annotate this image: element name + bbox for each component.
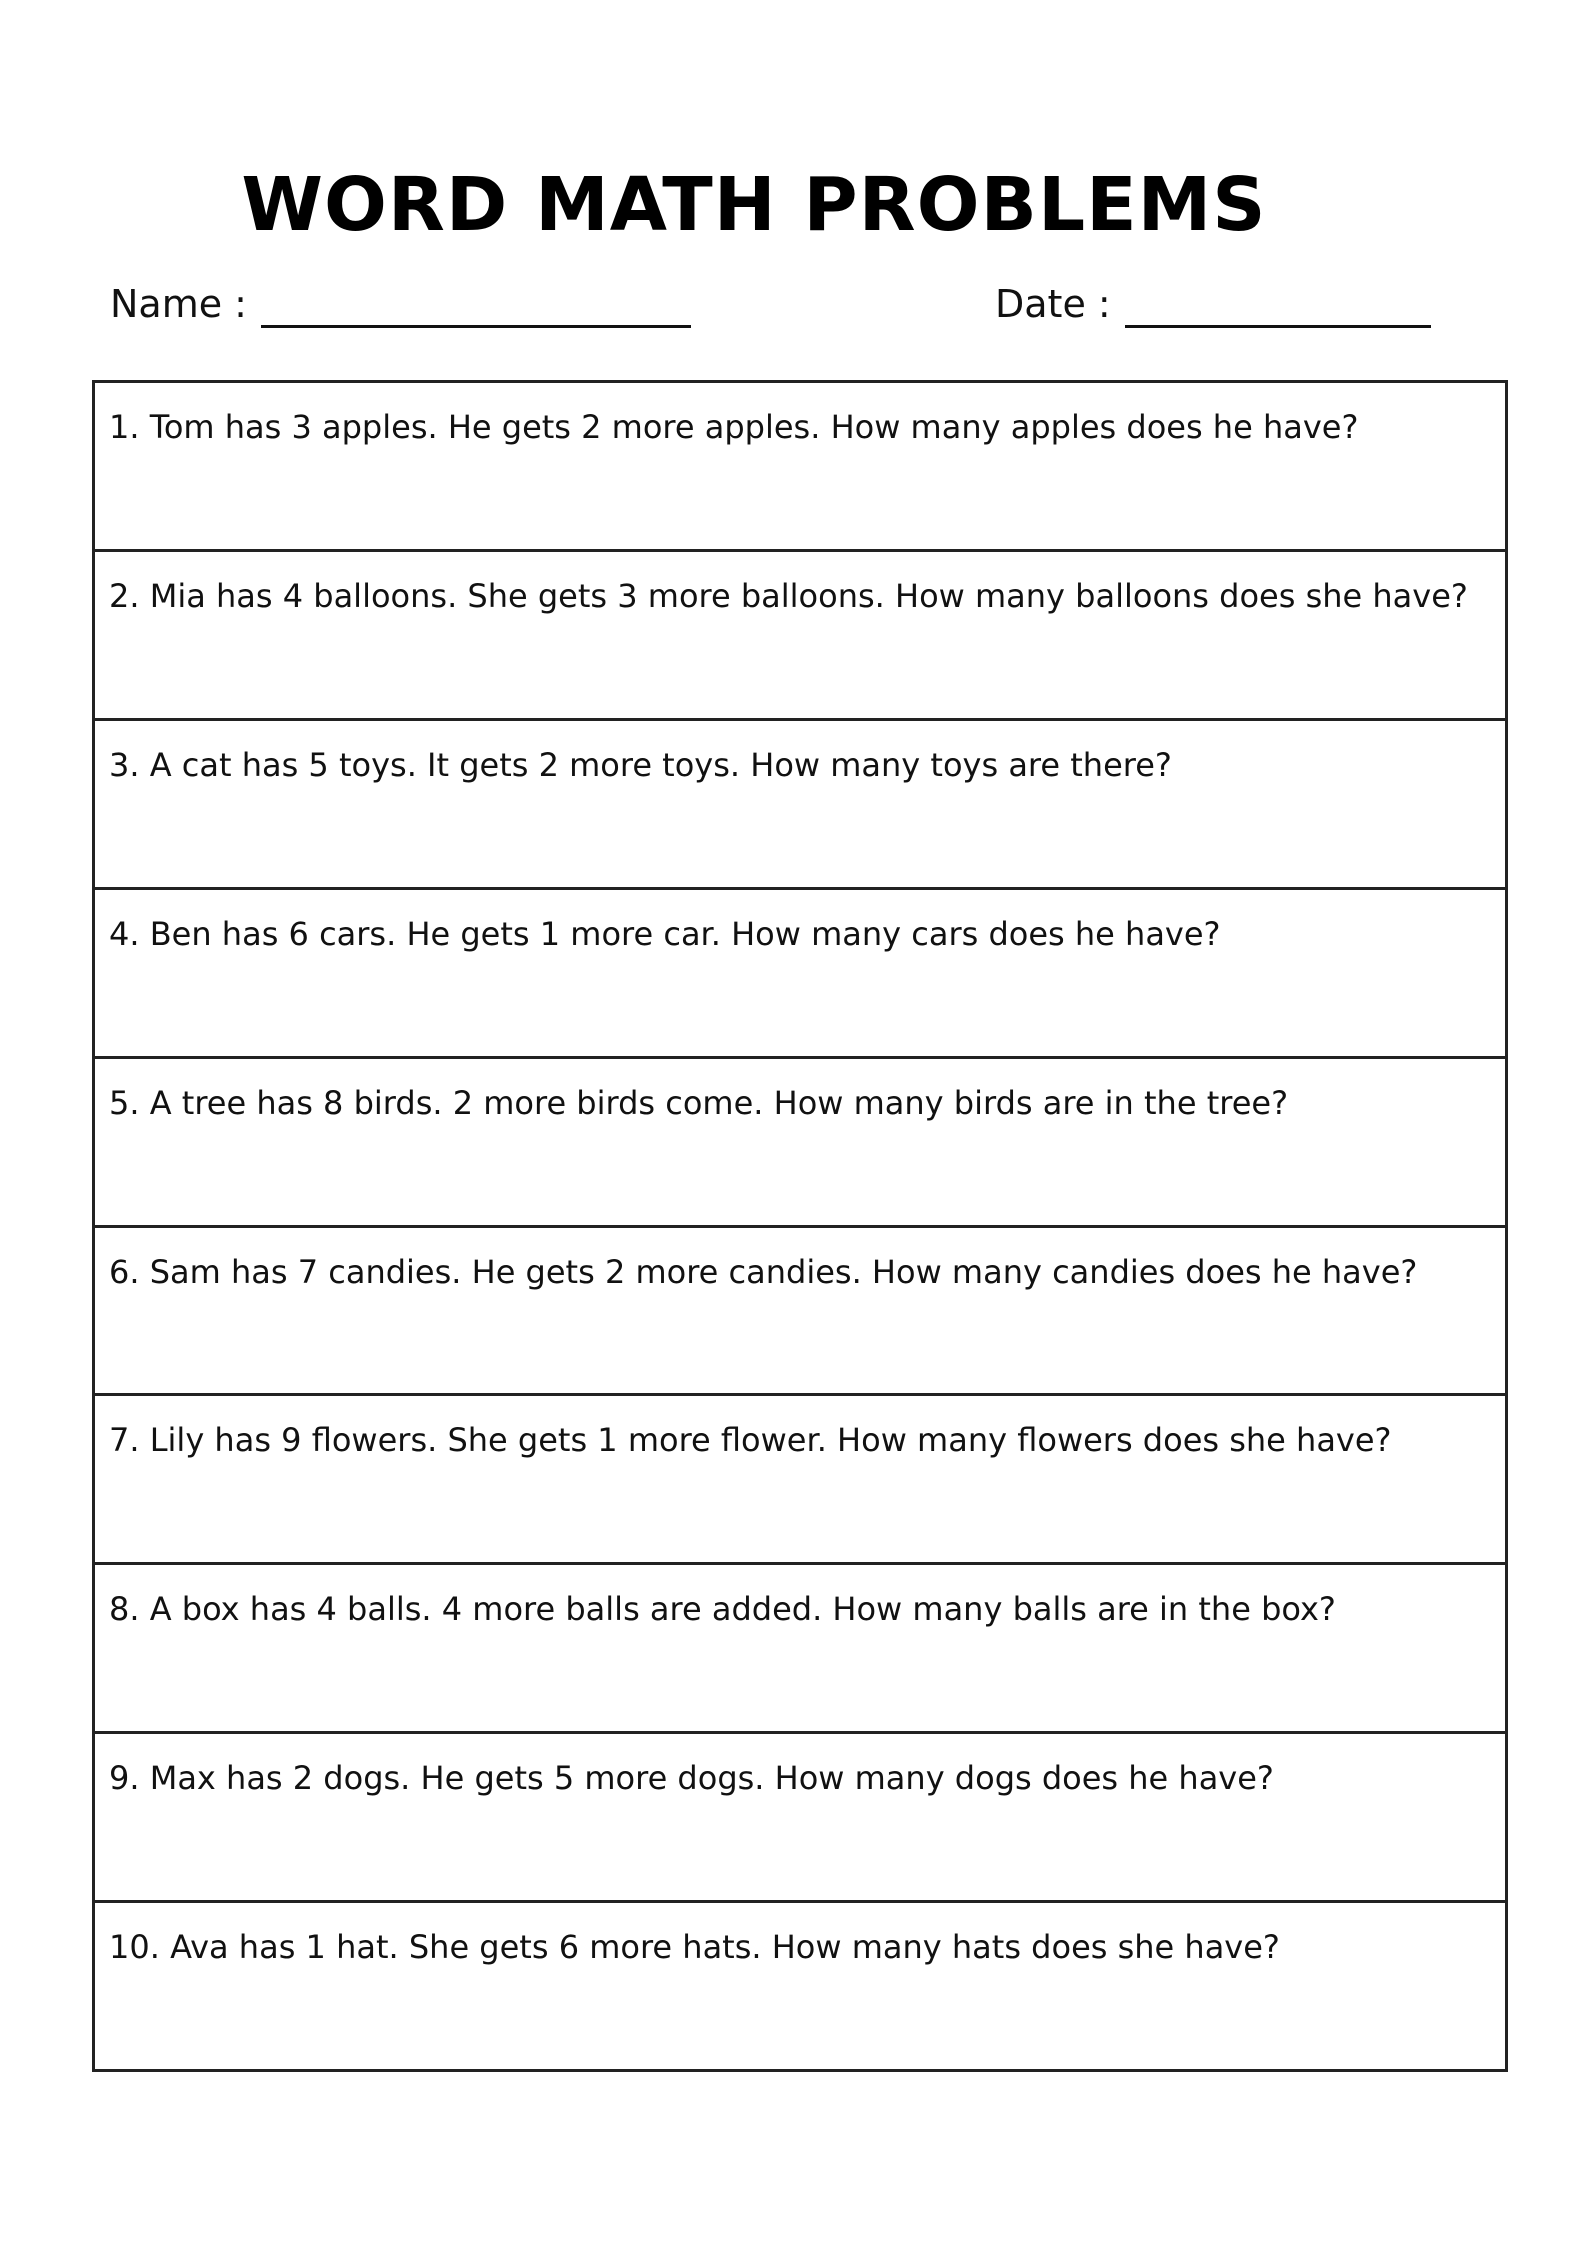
date-field[interactable]	[995, 280, 1431, 328]
name-answer-line[interactable]	[261, 285, 691, 328]
problems-table	[92, 380, 1508, 2072]
worksheet-title: WORD MATH PROBLEMS	[241, 162, 1267, 248]
problem-row-10[interactable]: 10. Ava has 1 hat. She gets 6 more hats. How many hats does she have?	[109, 1928, 1280, 1967]
date-label: Date :	[995, 282, 1111, 326]
problem-row-1[interactable]: 1. Tom has 3 apples. He gets 2 more apples. How many apples does he have?	[95, 383, 1505, 552]
date-answer-line[interactable]	[1125, 285, 1431, 328]
problem-row-7[interactable]: 7. Lily has 9 flowers. She gets 1 more flower. How many flowers does she have?	[95, 1396, 1505, 1565]
problem-row-5[interactable]: 5. A tree has 8 birds. 2 more birds come. How many birds are in the tree?	[95, 1059, 1505, 1228]
problem-row-4[interactable]: 4. Ben has 6 cars. He gets 1 more car. How many cars does he have?	[95, 890, 1505, 1059]
problem-row-8[interactable]: 8. A box has 4 balls. 4 more balls are added. How many balls are in the box?	[95, 1565, 1505, 1734]
name-label: Name :	[110, 282, 247, 326]
problem-row-9[interactable]: 9. Max has 2 dogs. He gets 5 more dogs. How many dogs does he have?	[95, 1734, 1505, 1903]
problem-row-3[interactable]: 3. A cat has 5 toys. It gets 2 more toys. How many toys are there?	[95, 721, 1505, 890]
problem-row-6[interactable]: 6. Sam has 7 candies. He gets 2 more candies. How many candies does he have?	[95, 1228, 1505, 1397]
problem-row-2[interactable]: 2. Mia has 4 balloons. She gets 3 more balloons. How many balloons does she have?	[95, 552, 1505, 721]
name-field[interactable]	[110, 280, 691, 328]
